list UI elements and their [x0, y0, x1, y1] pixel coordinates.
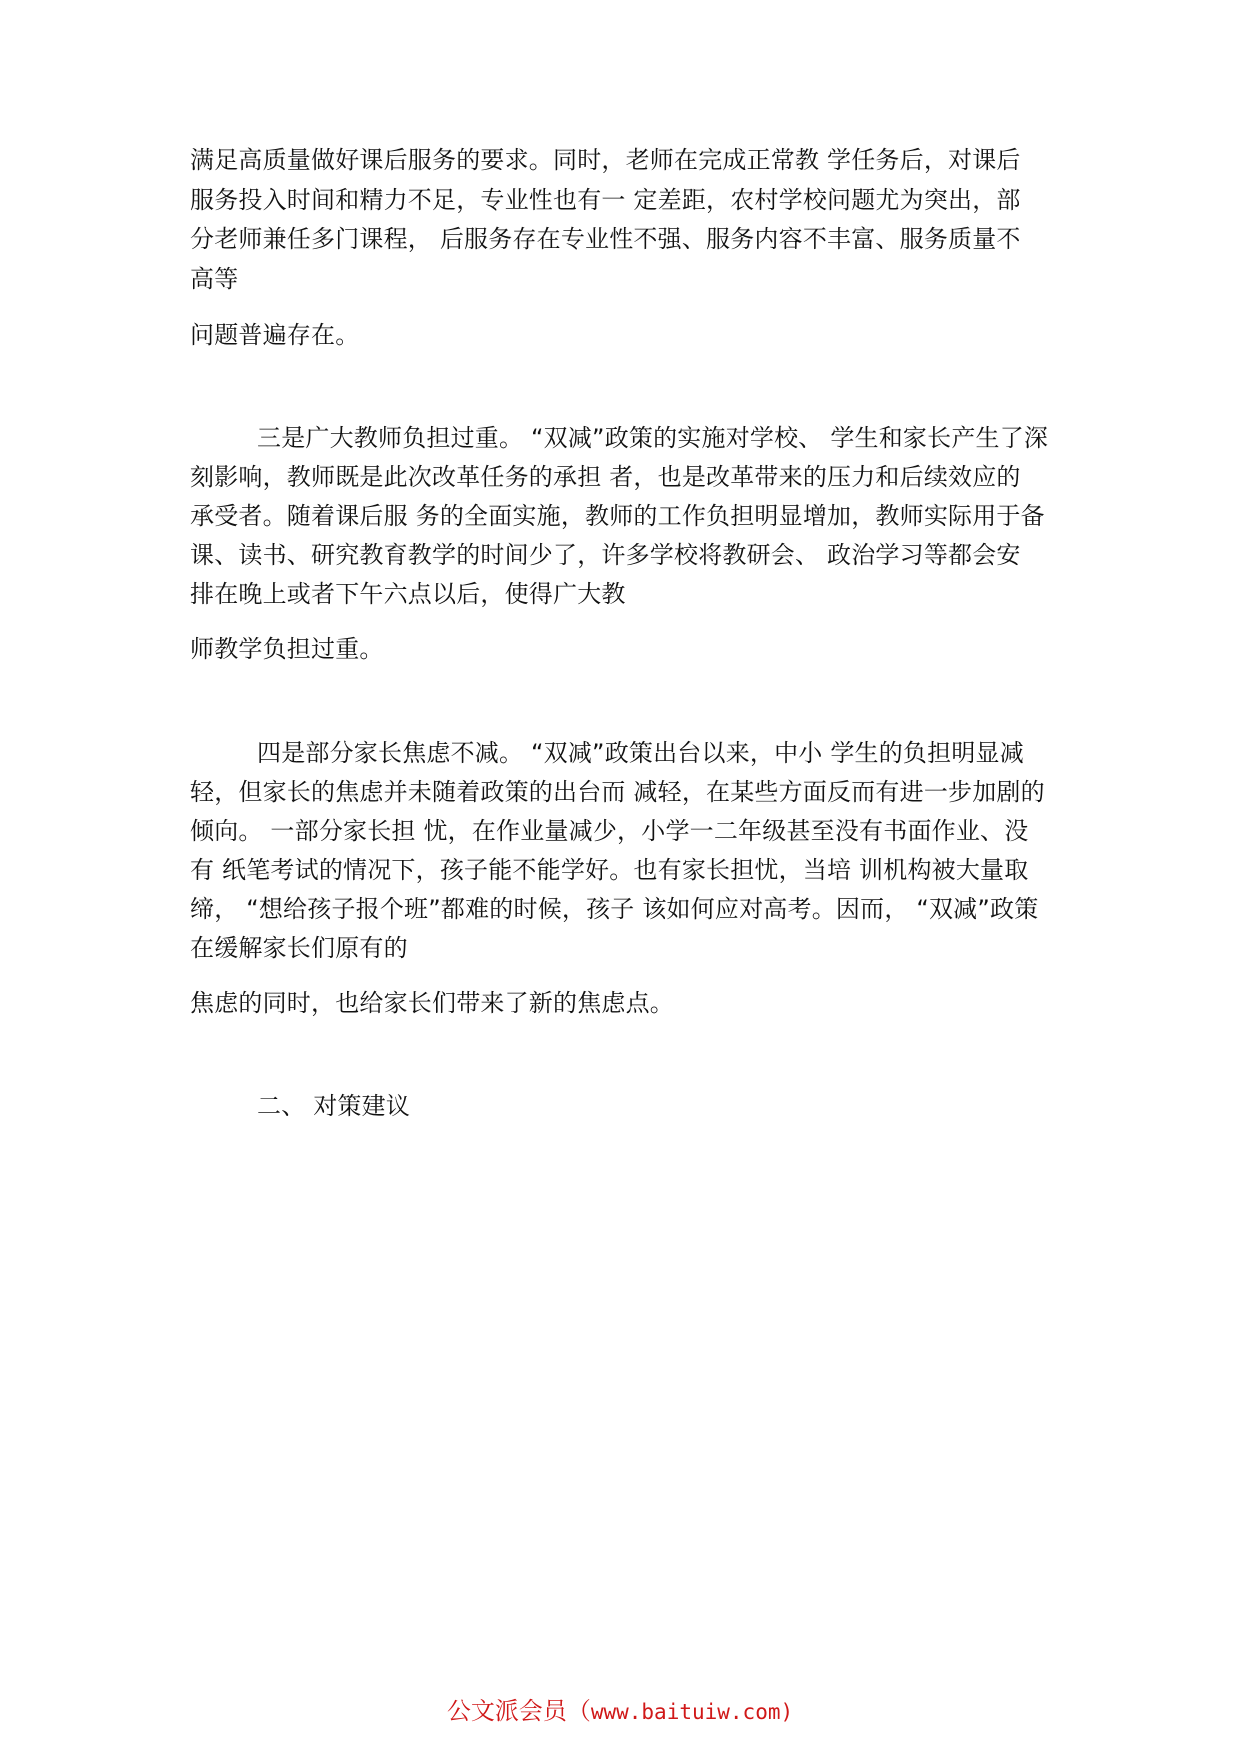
paragraph-1-line-2: 服务投入时间和精力不足，专业性也有一 定差距，农村学校问题尤为突出，部 — [190, 186, 1021, 214]
paragraph-1-line-3: 分老师兼任多门课程， 后服务存在专业性不强、服务内容不丰富、服务质量不 — [190, 225, 1021, 253]
paragraph-3-line-1: 四是部分家长焦虑不减。 “双减”政策出台以来，中小 学生的负担明显减 — [257, 739, 1024, 767]
footer-brand-name: 公文派会员 — [446, 1697, 567, 1725]
paragraph-1-line-1: 满足高质量做好课后服务的要求。同时，老师在完成正常教 学任务后，对课后 — [190, 146, 1021, 174]
paragraph-1-line-4: 高等 — [190, 265, 239, 293]
section-heading: 二、 对策建议 — [257, 1092, 411, 1120]
paragraph-2-line-1: 三是广大教师负担过重。 “双减”政策的实施对学校、 学生和家长产生了深 — [257, 424, 1049, 452]
footer-open-paren: （ — [566, 1697, 591, 1725]
paragraph-3-line-7: 焦虑的同时，也给家长们带来了新的焦虑点。 — [190, 989, 674, 1017]
paragraph-2-line-2: 刻影响，教师既是此次改革任务的承担 者，也是改革带来的压力和后续效应的 — [190, 463, 1021, 491]
paragraph-3-line-5: 缔， “想给孩子报个班”都难的时候，孩子 该如何应对高考。因而， “双减”政策 — [190, 895, 1039, 923]
paragraph-2-line-3: 承受者。随着课后服 务的全面实施，教师的工作负担明显增加，教师实际用于备 — [190, 502, 1045, 530]
paragraph-3-line-2: 轻，但家长的焦虑并未随着政策的出台而 减轻，在某些方面反而有进一步加剧的 — [190, 778, 1045, 806]
paragraph-2-line-4: 课、读书、研究教育教学的时间少了，许多学校将教研会、 政治学习等都会安 — [190, 541, 1021, 569]
paragraph-3-line-6: 在缓解家长们原有的 — [190, 934, 408, 962]
footer-brand — [0, 1696, 1240, 1727]
paragraph-3-line-4: 有 纸笔考试的情况下，孩子能不能学好。也有家长担忧，当培 训机构被大量取 — [190, 856, 1029, 884]
paragraph-2-line-6: 师教学负担过重。 — [190, 635, 384, 663]
footer-close-paren: ) — [780, 1700, 794, 1724]
paragraph-2-line-5: 排在晚上或者下午六点以后，使得广大教 — [190, 580, 626, 608]
footer-url: www.baituiw.com — [590, 1700, 781, 1724]
paragraph-1-line-5: 问题普遍存在。 — [190, 321, 360, 349]
paragraph-3-line-3: 倾向。 一部分家长担 忧，在作业量减少，小学一二年级甚至没有书面作业、没 — [190, 817, 1029, 845]
